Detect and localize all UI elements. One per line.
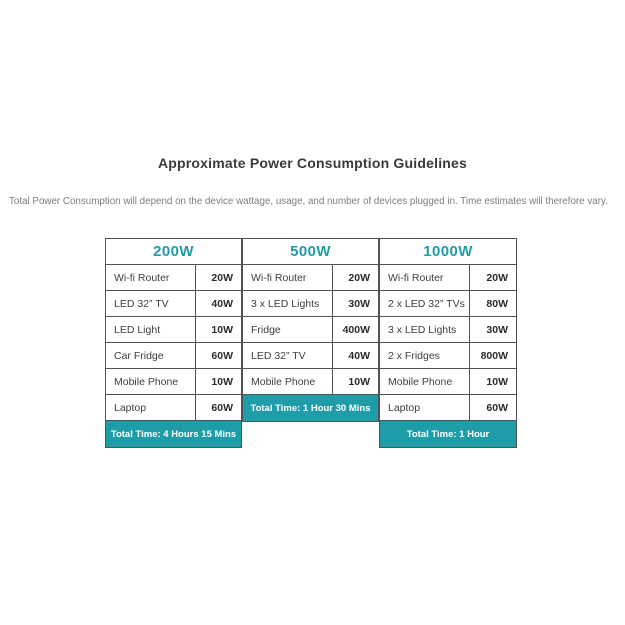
wattage-cell: 60W <box>195 343 241 369</box>
wattage-cell: 40W <box>332 343 378 369</box>
wattage-cell: 30W <box>332 291 378 317</box>
device-name-cell: Mobile Phone <box>380 369 470 395</box>
wattage-cell: 60W <box>470 395 517 421</box>
device-name-cell: Mobile Phone <box>106 369 196 395</box>
table-row <box>106 343 242 369</box>
power-table-500w <box>242 238 379 422</box>
total-time-row <box>380 421 517 448</box>
wattage-cell: 20W <box>195 265 241 291</box>
page-subtitle: Total Power Consumption will depend on the device wattage, usage, and number of devices plugged in. Time estimates will therefore vary. <box>9 196 608 207</box>
total-time-cell-500w: Total Time: 1 Hour 30 Mins <box>243 395 379 422</box>
device-name-cell: Laptop <box>380 395 470 421</box>
wattage-cell: 400W <box>332 317 378 343</box>
table-row <box>380 395 517 421</box>
wattage-cell: 20W <box>332 265 378 291</box>
power-tables-container <box>105 238 517 448</box>
table-row <box>243 317 379 343</box>
table-header-row <box>380 239 517 265</box>
wattage-cell: 800W <box>470 343 517 369</box>
device-name-cell: LED 32” TV <box>243 343 333 369</box>
device-name-cell: Laptop <box>106 395 196 421</box>
wattage-cell: 20W <box>470 265 517 291</box>
device-name-cell: 2 x Fridges <box>380 343 470 369</box>
device-name-cell: Fridge <box>243 317 333 343</box>
table-header-1000w: 1000W <box>380 239 517 265</box>
table-row <box>243 265 379 291</box>
table-row <box>380 291 517 317</box>
wattage-cell: 40W <box>195 291 241 317</box>
total-time-row <box>106 421 242 448</box>
table-row <box>380 369 517 395</box>
device-name-cell: LED 32” TV <box>106 291 196 317</box>
device-name-cell: 3 x LED Lights <box>243 291 333 317</box>
table-row <box>380 265 517 291</box>
device-name-cell: 3 x LED Lights <box>380 317 470 343</box>
wattage-cell: 10W <box>332 369 378 395</box>
table-header-200w: 200W <box>106 239 242 265</box>
wattage-cell: 30W <box>470 317 517 343</box>
total-time-cell-200w: Total Time: 4 Hours 15 Mins <box>106 421 242 448</box>
table-row <box>243 291 379 317</box>
page-title: Approximate Power Consumption Guidelines <box>157 155 468 171</box>
wattage-cell: 80W <box>470 291 517 317</box>
device-name-cell: Mobile Phone <box>243 369 333 395</box>
device-name-cell: 2 x LED 32” TVs <box>380 291 470 317</box>
table-row <box>106 317 242 343</box>
table-row <box>243 343 379 369</box>
table-row <box>380 343 517 369</box>
table-row <box>106 291 242 317</box>
device-name-cell: Wi-fi Router <box>106 265 196 291</box>
wattage-cell: 10W <box>470 369 517 395</box>
table-header-row <box>243 239 379 265</box>
wattage-cell: 10W <box>195 317 241 343</box>
table-row <box>106 369 242 395</box>
device-name-cell: Car Fridge <box>106 343 196 369</box>
table-row <box>243 369 379 395</box>
wattage-cell: 60W <box>195 395 241 421</box>
device-name-cell: Wi-fi Router <box>243 265 333 291</box>
power-table-200w <box>105 238 242 448</box>
device-name-cell: Wi-fi Router <box>380 265 470 291</box>
table-row <box>106 265 242 291</box>
table-row <box>380 317 517 343</box>
power-table-1000w <box>379 238 517 448</box>
total-time-cell-1000w: Total Time: 1 Hour <box>380 421 517 448</box>
wattage-cell: 10W <box>195 369 241 395</box>
table-header-500w: 500W <box>243 239 379 265</box>
device-name-cell: LED Light <box>106 317 196 343</box>
table-header-row <box>106 239 242 265</box>
table-row <box>106 395 242 421</box>
total-time-row <box>243 395 379 422</box>
